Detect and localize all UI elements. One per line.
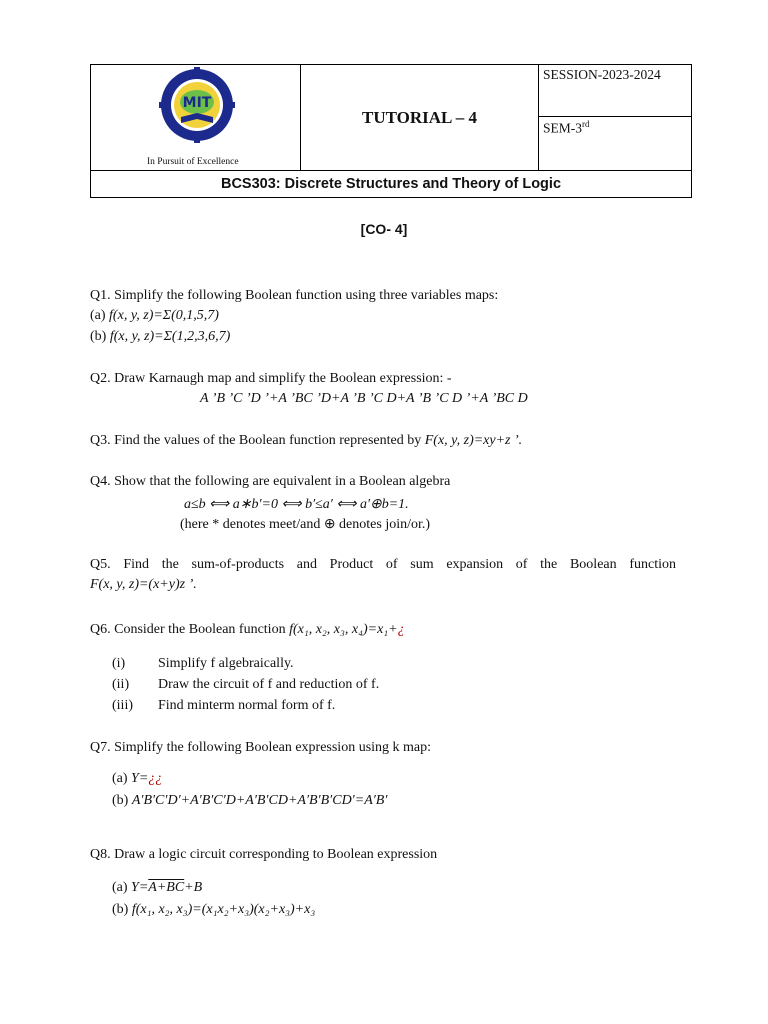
header-table — [90, 64, 692, 198]
logo-cell — [91, 65, 301, 170]
q6-item-1-num: (i) — [112, 656, 126, 671]
tutorial-title: TUTORIAL – 4 — [301, 65, 539, 170]
q3 — [90, 433, 522, 449]
session-label: SESSION-2023-2024 — [539, 65, 691, 117]
q7-b — [112, 793, 387, 809]
q1-a-expr: f(x, y, z)=Σ(0,1,5,7) — [109, 308, 219, 323]
q8-b — [112, 902, 315, 918]
q7-a-expr-red: ¿¿ — [148, 771, 163, 786]
tagline: In Pursuit of Excellence — [147, 157, 239, 167]
q7-text: Q7. Simplify the following Boolean expression using k map: — [90, 740, 432, 755]
q6 — [90, 622, 405, 638]
q7-a-label: (a) — [112, 771, 128, 786]
course-title: BCS303: Discrete Structures and Theory of Logic — [91, 170, 691, 197]
q6-item-2-num: (ii) — [112, 677, 130, 692]
course-outcome: [CO- 4] — [360, 221, 408, 237]
q8-a-label: (a) — [112, 880, 128, 895]
q5-expr: F(x, y, z)=(x+y)z ’. — [90, 577, 197, 592]
q5-text: Q5. Find the sum-of-products and Product of sum expansion of the Boolean function — [90, 557, 676, 572]
q6-expr: f(x₁, x₂, x₃, x₄)=x₁+ — [289, 622, 398, 637]
q6-item-1-text: Simplify f algebraically. — [158, 656, 294, 671]
q1-a-label: (a) — [90, 308, 106, 323]
q7-b-label: (b) — [112, 793, 129, 808]
q8-a-pre: Y= — [131, 880, 149, 895]
q4-text: Q4. Show that the following are equivalent in a Boolean algebra — [90, 474, 451, 489]
q8-b-expr: f(x₁, x₂, x₃)=(x₁x₂+x₃)(x₂+x₃)+x₃ — [131, 902, 316, 917]
semester-label — [539, 117, 691, 170]
q1-a — [90, 308, 219, 324]
semester-sup: rd — [582, 119, 590, 129]
q1-b — [90, 329, 230, 345]
q6-item-3-num: (iii) — [112, 698, 133, 713]
q4-note: (here * denotes meet/and ⊕ denotes join/or.) — [180, 517, 431, 532]
q1-b-expr: f(x, y, z)=Σ(1,2,3,6,7) — [109, 329, 231, 344]
q1-text: Q1. Simplify the following Boolean function using three variables maps: — [90, 288, 499, 303]
q3-text: Q3. Find the values of the Boolean function represented by — [90, 433, 422, 448]
q6-item-3-text: Find minterm normal form of f. — [158, 698, 336, 713]
q1-b-label: (b) — [90, 329, 107, 344]
q8-b-label: (b) — [112, 902, 129, 917]
q8-a-overline: A+BC — [148, 880, 185, 895]
q4-expr: a≤b ⟺ a∗b′=0 ⟺ b′≤a′ ⟺ a′⊕b=1. — [184, 497, 409, 512]
q7-a-expr: Y= — [131, 771, 149, 786]
q2-expr: A ’B ’C ’D ’+A ’BC ’D+A ’B ’C D+A ’B ’C D ’+A ’BC D — [200, 391, 528, 406]
semester-text: SEM-3 — [543, 120, 583, 136]
q8-text: Q8. Draw a logic circuit corresponding to Boolean expression — [90, 847, 438, 862]
q7-a — [112, 771, 162, 787]
q6-text: Q6. Consider the Boolean function — [90, 622, 286, 637]
q8-a-post: +B — [184, 880, 203, 895]
q6-item-2-text: Draw the circuit of f and reduction of f. — [158, 677, 380, 692]
q2-text: Q2. Draw Karnaugh map and simplify the Boolean expression: - — [90, 371, 452, 386]
q8-a — [112, 880, 202, 896]
q7-b-expr: A′B′C′D′+A′B′C′D+A′B′CD+A′B′B′CD′=A′B′ — [131, 793, 388, 808]
svg-text:MIT: MIT — [182, 95, 212, 111]
q6-expr-red: ¿ — [397, 622, 405, 637]
institute-logo — [159, 67, 235, 143]
q3-expr: F(x, y, z)=xy+z ’. — [424, 433, 523, 448]
